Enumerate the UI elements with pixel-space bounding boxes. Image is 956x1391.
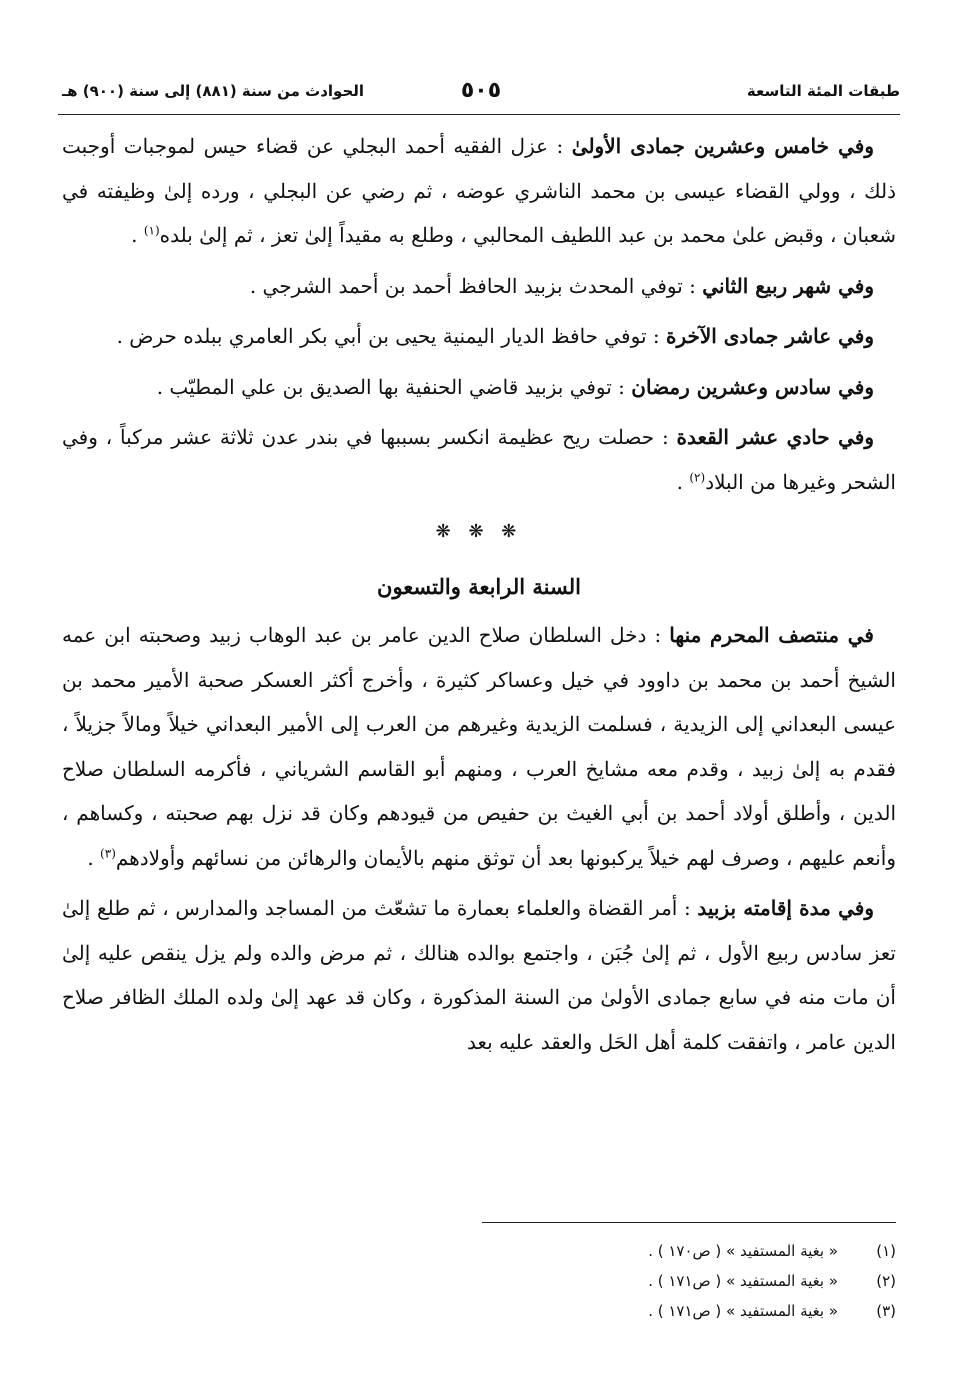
footnote-item: [62, 1296, 896, 1326]
paragraph-text: : حصلت ريح عظيمة انكسر بسببها في بندر عدن ثلاثة عشر مركباً ، وفي الشحر وغيرها من البلاد: [62, 425, 896, 494]
header-divider: [58, 114, 900, 115]
footnote-ref: (١): [143, 223, 160, 238]
paragraph-lead: في منتصف المحرم منها: [669, 623, 874, 647]
paragraph-lead: وفي شهر ربيع الثاني: [702, 273, 874, 298]
events-range: الحوادث من سنة (٨٨١) إلى سنة (٩٠٠) هـ: [62, 82, 365, 100]
paragraph: [62, 365, 896, 410]
paragraph-lead: وفي خامس وعشرين جمادى الأولىٰ: [571, 134, 874, 158]
paragraph-text: : عزل الفقيه أحمد البجلي عن قضاء حيس لموجبات أوجبت ذلك ، وولي القضاء عيسى بن محمد الناشري عوضه ، ثم رضي عن البجلي ، ورده إلىٰ وظيفته في شعبان ، وقبض علىٰ محمد بن عبد اللطيف المحالبي ، وطلع به مقيداً إلىٰ تعز ، ثم إلىٰ بلده: [62, 134, 896, 247]
footnote-item: [62, 1266, 896, 1296]
paragraph-lead: وفي سادس وعشرين رمضان: [631, 374, 874, 399]
footnote-ref: (٢): [689, 469, 706, 484]
paragraph-text: : دخل السلطان صلاح الدين عامر بن عبد الوهاب زبيد وصحبته ابن عمه الشيخ أحمد بن محمد بن داوود في خيل وعساكر كثيرة ، وأخرج أكثر العسكر صحبة الأمير محمد بن عيسى البعداني إلى الزيدية ، فسلمت الزيدية وغيرهم من العرب إلى الأمير البعداني خيلاً ومالاً جزيلاً ، فقدم به إلىٰ زبيد ، وقدم معه مشايخ العرب ، ومنهم أبو القاسم الشرياني ، فأكرمه السلطان صلاح الدين ، وأطلق أولاد أحمد بن أبي الغيث بن حفيص من قيودهم وكان قد نزل بهم صحبته ، وكساهم ، وأنعم عليهم ، وصرف لهم خيلاً يركبونها بعد أن توثق منهم بالأيمان والرهائن من نسائهم وأولادهم: [62, 623, 896, 870]
footnote-number: (٢): [876, 1272, 896, 1290]
footnote-text: « بغية المستفيد » ( ص١٧٠ ) .: [648, 1242, 838, 1260]
running-header: [62, 74, 900, 114]
footnote-text: « بغية المستفيد » ( ص١٧١ ) .: [648, 1272, 838, 1290]
paragraph: [62, 264, 896, 309]
paragraph-tail: .: [676, 469, 690, 494]
paragraph-text: : توفي حافظ الديار اليمنية يحيى بن أبي بكر العامري ببلده حرض .: [116, 324, 666, 348]
main-text: [62, 124, 896, 1070]
paragraph: [62, 124, 896, 258]
book-title: طبقات المئة التاسعة: [746, 82, 900, 100]
footnote-number: (٣): [876, 1302, 896, 1320]
paragraph: [62, 314, 896, 359]
footnotes: [62, 1236, 896, 1326]
footnote-number: (١): [876, 1242, 896, 1260]
paragraph-lead: وفي مدة إقامته بزبيد: [697, 896, 874, 920]
paragraph-tail: .: [131, 223, 144, 247]
section-title: السنة الرابعة والتسعون: [377, 573, 581, 599]
paragraph: [62, 886, 896, 1064]
paragraph-text: : أمر القضاة والعلماء بعمارة ما تشعّث من المساجد والمدارس ، ثم طلع إلىٰ تعز سادس ربيع الأول ، ثم إلىٰ جُبَن ، واجتمع بوالده هنالك ، ثم مرض والده ولم يزل ينقص عليه إلىٰ أن مات منه في سابع جمادى الأولىٰ من السنة المذكورة ، وكان قد عهد إلىٰ ولده الملك الظافر صلاح الدين عامر ، واتفقت كلمة أهل الحَل والعقد عليه بعد: [62, 896, 897, 1054]
footnote-divider: [482, 1222, 896, 1223]
paragraph-lead: وفي حادي عشر القعدة: [676, 425, 874, 449]
footnote-text: « بغية المستفيد » ( ص١٧١ ) .: [648, 1302, 838, 1320]
paragraph: [62, 613, 896, 880]
paragraph-lead: وفي عاشر جمادى الآخرة: [665, 324, 874, 348]
paragraph-text: : توفي بزبيد قاضي الحنفية بها الصديق بن علي المطيّب .: [156, 374, 632, 399]
page-number: ٥٠٥: [460, 78, 502, 103]
footnote-ref: (٣): [100, 845, 116, 860]
paragraph-tail: .: [87, 845, 101, 870]
footnote-item: [62, 1236, 896, 1266]
paragraph-text: : توفي المحدث بزبيد الحافظ أحمد بن أحمد الشرجي .: [249, 273, 703, 298]
section-separator: ❋ ❋ ❋: [435, 521, 523, 542]
paragraph: [62, 415, 896, 504]
